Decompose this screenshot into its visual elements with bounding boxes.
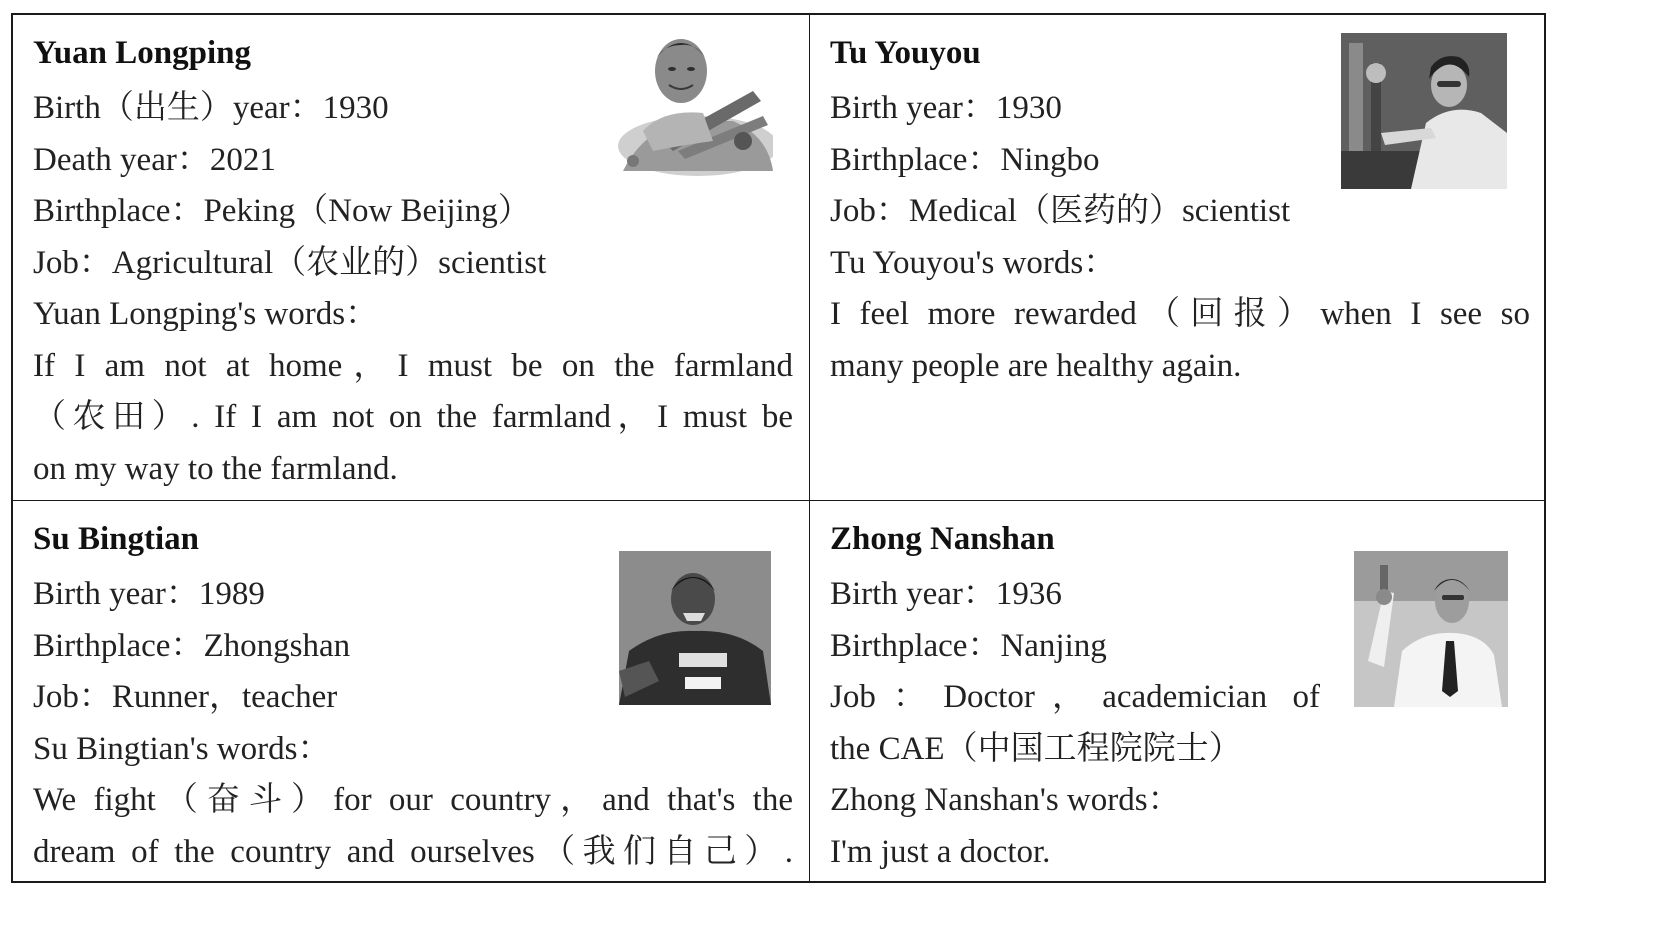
quote-line: I feel more rewarded（回报）when I see so <box>830 296 1530 332</box>
quote-line: We fight（奋斗）for our country，and that's the <box>33 782 793 818</box>
birthplace-line: Birthplace：Nanjing <box>830 627 1107 664</box>
card-name: Su Bingtian <box>33 521 199 557</box>
portrait-photo <box>1354 551 1508 707</box>
job-line: Job：Doctor，academician of <box>830 679 1320 715</box>
card-su-bingtian <box>13 501 810 881</box>
quote-line: dream of the country and ourselves（我们自己）. <box>33 833 793 870</box>
words-heading: Tu Youyou's words： <box>830 244 1117 281</box>
birthplace-line: Birthplace：Peking（Now Beijing） <box>33 193 531 229</box>
job-line-continued: the CAE（中国工程院院士） <box>830 730 1242 767</box>
quote-line: If I am not at home，I must be on the farmland <box>33 347 793 384</box>
words-heading: Zhong Nanshan's words： <box>830 782 1181 818</box>
portrait-photo <box>619 551 771 705</box>
birthplace-line: Birthplace：Zhongshan <box>33 627 351 664</box>
job-line: Job：Agricultural（农业的）scientist <box>33 244 547 281</box>
card-tu-youyou <box>810 15 1544 501</box>
card-zhong-nanshan <box>810 501 1544 881</box>
death-year-line: Death year：2021 <box>33 141 276 178</box>
portrait-photo <box>1341 33 1507 189</box>
card-name: Yuan Longping <box>33 35 251 71</box>
birth-year-line: Birth year：1936 <box>830 576 1062 612</box>
portrait-photo <box>603 21 773 179</box>
card-details <box>830 569 1320 878</box>
quote-line: on my way to the farmland. <box>33 450 398 487</box>
card-name: Zhong Nanshan <box>830 521 1055 557</box>
words-heading: Su Bingtian's words： <box>33 730 331 767</box>
birth-year-line: Birth（出生）year：1930 <box>33 90 389 126</box>
quote-line: （农田）. If I am not on the farmland，I must be <box>33 399 793 435</box>
profiles-table <box>11 13 1546 883</box>
quote-line: I'm just a doctor. <box>830 833 1051 870</box>
job-line: Job：Medical（医药的）scientist <box>830 193 1291 229</box>
card-yuan-longping <box>13 15 810 501</box>
card-name: Tu Youyou <box>830 35 981 71</box>
job-line: Job：Runner，teacher <box>33 679 338 715</box>
words-heading: Yuan Longping's words： <box>33 296 379 332</box>
birth-year-line: Birth year：1989 <box>33 576 265 612</box>
birthplace-line: Birthplace：Ningbo <box>830 141 1100 178</box>
quote-line: many people are healthy again. <box>830 347 1242 384</box>
birth-year-line: Birth year：1930 <box>830 90 1062 126</box>
